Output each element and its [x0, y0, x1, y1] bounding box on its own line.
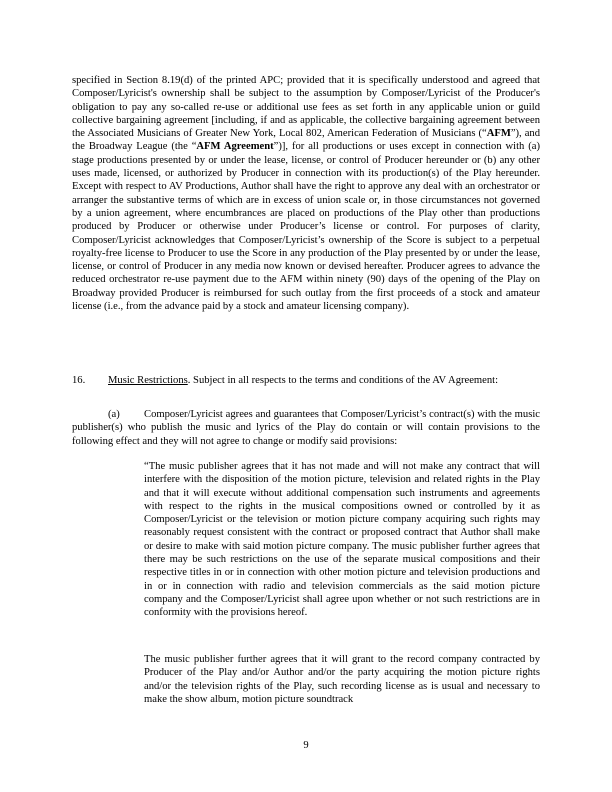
- block-quote: “The music publisher agrees that it has not made and will not make any contract that will interfere with the disposition of the motion picture, television and related rights in the Play and that it will execute without additional compensation such instruments and agreements with respect to the rights in the musical compositions owned or controlled by it as Composer/Lyricist or the television or motion picture company acquiring such rights may reasonably request consistent with the contract or proposed contract that Author shall make or desire to make with said motion picture company. The music publisher further agrees that there may be such restrictions on the use of the separate musical compositions and their respective titles in or in connection with other motion picture and television productions and in or in connection with radio and television commercials as the said motion picture company and the Composer/Lyricist shall agree upon whether or not such restrictions are in conformity with the provisions hereof.: [144, 461, 540, 619]
- block-quote: The music publisher further agrees that it will grant to the record company contracted by Producer of the Play and/or Author and/or the party acquiring the motion picture rights and/or the television rights of the Play, such recording license as is usual and necessary to make the show album, motion picture soundtrack: [144, 654, 540, 705]
- subsection-a-paragraph: [72, 408, 540, 448]
- section-text: . Subject in all respects to the terms and conditions of the AV Agreement:: [187, 375, 499, 386]
- defined-term-afm-agreement: AFM Agreement: [196, 141, 274, 153]
- subsection-text: Composer/Lyricist agrees and guarantees that Composer/Lyricist’s contract(s) with the music publisher(s) who publish the music and lyrics of the Play do contain or will contain provisions to the following effect and they will not agree to change or modify said provisions:: [72, 409, 540, 447]
- body-paragraph: [72, 74, 540, 313]
- subsection-label: (a): [108, 409, 120, 420]
- defined-term-afm: AFM: [486, 128, 511, 140]
- section-number: 16.: [72, 375, 86, 386]
- section-16-paragraph: [72, 374, 540, 387]
- paragraph-text: ”)], for all productions or uses except in connection with (a) stage productions presented by or under the lease, license, or control of Producer hereunder or (b) any other uses made, licensed, or authorized by Producer in connection with its production(s) of the Play hereunder. Except with respect to AV Productions, Author shall have the right to approve any deal with an orchestrator or arranger the substantive terms of which are in excess of union scale or, in those circumstances not governed by a union agreement, where encumbrances are placed on productions of the Play other than productions produced by Producer or otherwise under Producer’s license or control. For purposes of clarity, Composer/Lyricist acknowledges that Composer/Lyricist’s ownership of the Score is subject to a perpetual royalty-free license to Producer to use the Score in any production of the Play presented by or under the lease, license, or control of Producer in any media now known or devised hereafter. Producer agrees to advance the reduced orchestrator re-use payment due to the AFM within ninety (90) days of the opening of the Play on Broadway provided Producer is reimbursed for such outlay from the first proceeds of a stock and amateur license (i.e., from the advance paid by a stock and amateur licensing company).: [72, 141, 540, 313]
- page-number: 9: [303, 740, 309, 751]
- section-heading: Music Restrictions: [108, 375, 188, 386]
- paragraph-text: ”), and the Broadway League (the “: [72, 128, 541, 153]
- paragraph-text: specified in Section 8.19(d) of the printed APC; provided that it is specifically understood and agreed that Composer/Lyricist's ownership shall be subject to the assumption by Composer/Lyricist of the Producer's obligation to pay any so-called re-use or additional use fees as set forth in any applicable union or guild collective bargaining agreement [including, if and as applicable, the collective bargaining agreement between the Associated Musicians of Greater New York, Local 802, American Federation of Musicians (“: [72, 75, 540, 140]
